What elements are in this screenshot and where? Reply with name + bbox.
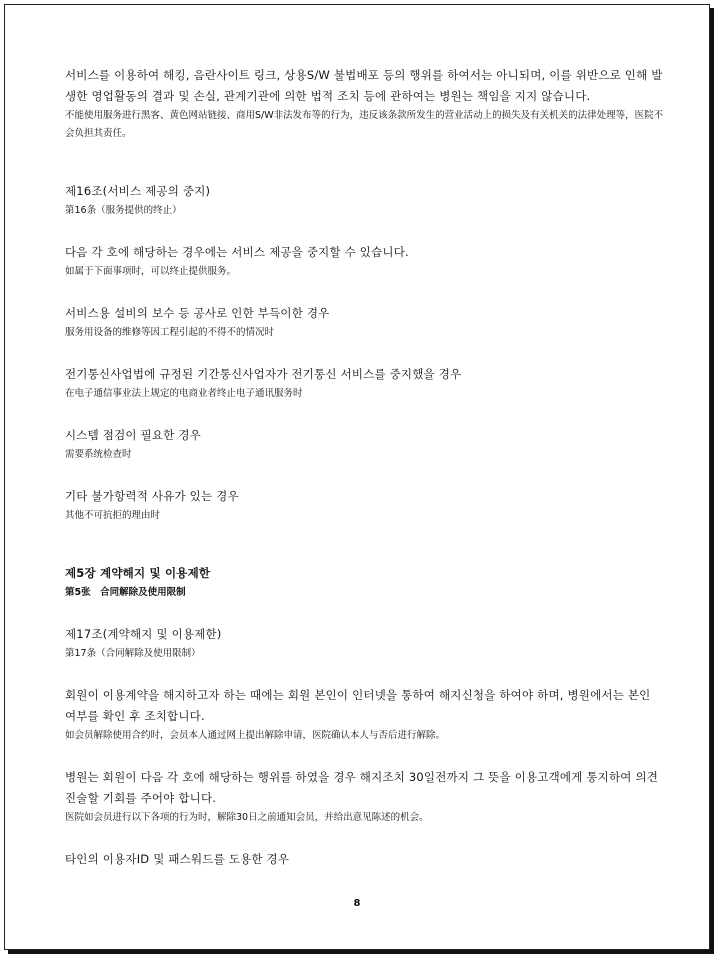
article16-item-ko: 전기통신사업법에 규정된 기간통신사업자가 전기통신 서비스를 중지했을 경우 [65, 367, 462, 381]
article16-item-zh: 其他不可抗拒的理由时 [65, 510, 161, 521]
article16-lead-zh: 如属于下面事项时，可以终止提供服务。 [65, 266, 237, 277]
page-number: 8 [353, 898, 361, 909]
article17-item1-ko: 타인의 이용자ID 및 패스워드를 도용한 경우 [65, 852, 290, 866]
article16-item-zh: 在电子通信事业法上规定的电商业者终止电子通讯服务时 [65, 388, 303, 399]
intro-paragraph-zh: 不能使用服务进行黑客、黄色网站链接、商用S/W非法发布等的行为，违反该条款所发生的营业活动上的损失及有关机关的法律处理等，医院不会负担其责任。 [65, 110, 664, 139]
article17-title-ko: 제17조(계약해지 및 이용제한) [65, 627, 222, 641]
article16-title-ko: 제16조(서비스 제공의 중지) [65, 184, 211, 198]
intro-paragraph-ko: 서비스를 이용하여 해킹, 음란사이트 링크, 상용S/W 불법배포 등의 행위를 하여서는 아니되며, 이를 위반으로 인해 발생한 영업활동의 결과 및 손실, 관계기관에 의한 법적 조치 등에 관하여는 병원는 책임을 지지 않습니다. [65, 68, 663, 103]
article17-paragraph1-ko: 회원이 이용계약을 해지하고자 하는 때에는 회원 본인이 인터넷을 통하여 해지신청을 하여야 하며, 병원에서는 본인 여부를 확인 후 조치합니다. [65, 688, 651, 723]
article16-item-ko: 서비스용 설비의 보수 등 공사로 인한 부득이한 경우 [65, 306, 330, 320]
article16-item-zh: 需要系统检查时 [65, 449, 132, 460]
chapter5-title-zh: 第5张 合同解除及使用限制 [65, 587, 186, 598]
article16-lead-ko: 다음 각 호에 해당하는 경우에는 서비스 제공을 중지할 수 있습니다. [65, 245, 409, 259]
page-content [65, 65, 665, 870]
article17-paragraph1-zh: 如会员解除使用合约时，会员本人通过网上提出解除申请，医院确认本人与否后进行解除。 [65, 730, 446, 741]
chapter5-title-ko: 제5장 계약해지 및 이용제한 [65, 566, 211, 580]
article16-item-ko: 시스템 점검이 필요한 경우 [65, 428, 201, 442]
article17-paragraph2-ko: 병원는 회원이 다음 각 호에 해당하는 행위를 하였을 경우 해지조치 30일전까지 그 뜻을 이용고객에게 통지하여 의견진술할 기회를 주어야 합니다. [65, 770, 659, 805]
article16-title-zh: 第16条（服务提供的终止） [65, 205, 182, 216]
article17-paragraph2-zh: 医院如会员进行以下各项的行为时，解除30日之前通知会员，并给出意见陈述的机会。 [65, 812, 429, 823]
document-page [4, 4, 710, 950]
article17-title-zh: 第17条（合同解除及使用限制） [65, 648, 201, 659]
article16-item-zh: 服务用设备的维修等因工程引起的不得不的情况时 [65, 327, 275, 338]
article16-item-ko: 기타 불가항력적 사유가 있는 경우 [65, 489, 239, 503]
